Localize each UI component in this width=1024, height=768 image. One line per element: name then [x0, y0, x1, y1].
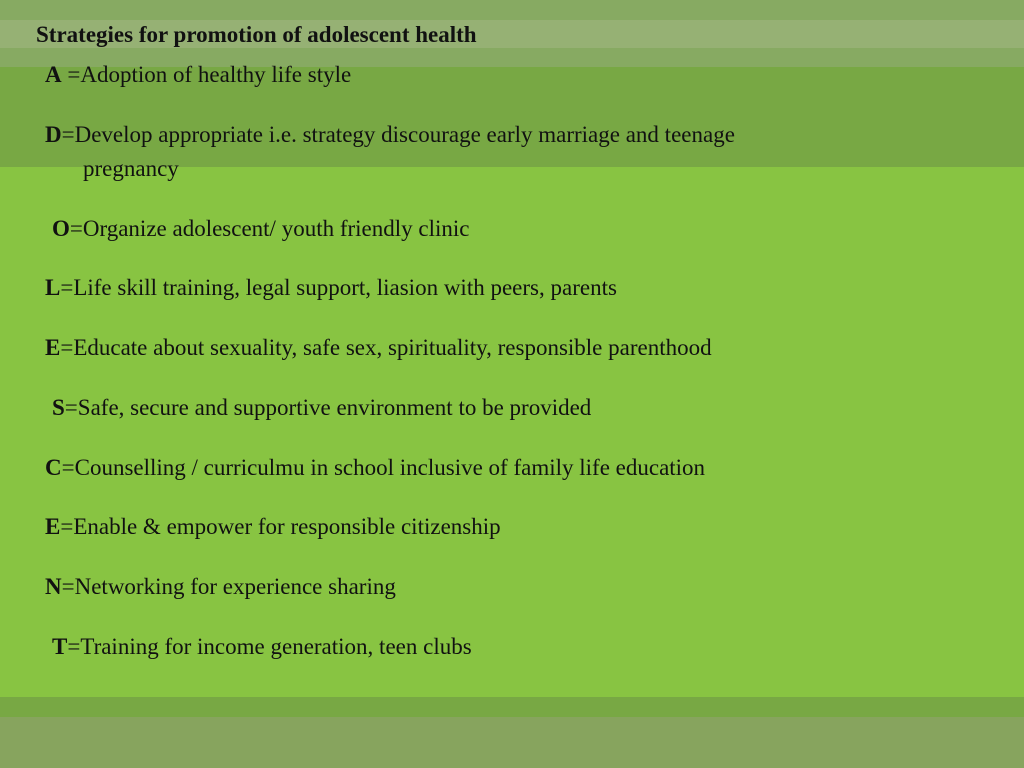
- item-letter: T: [52, 634, 68, 659]
- list-item-training: [52, 630, 472, 664]
- item-letter: S: [52, 395, 65, 420]
- list-item-enable: [45, 510, 501, 544]
- item-separator: =: [60, 514, 74, 539]
- item-separator: =: [61, 122, 75, 147]
- list-item-adoption: [45, 58, 351, 92]
- item-letter: E: [45, 335, 61, 360]
- list-item-safe: [52, 391, 591, 425]
- item-separator: =: [60, 335, 74, 360]
- item-text-continuation: pregnancy: [83, 156, 179, 181]
- item-text: Life skill training, legal support, liasion with peers, parents: [73, 275, 617, 300]
- item-text: Adoption of healthy life style: [80, 62, 352, 87]
- item-text: Networking for experience sharing: [74, 574, 396, 599]
- header-stripe-top: [0, 0, 1024, 20]
- item-letter: O: [52, 216, 70, 241]
- item-text: Counselling / curriculmu in school inclusive of family life education: [74, 455, 706, 480]
- slide-title: Strategies for promotion of adolescent health: [36, 22, 477, 47]
- list-item-develop: [45, 118, 735, 186]
- list-item-networking: [45, 570, 396, 604]
- item-text: Educate about sexuality, safe sex, spirituality, responsible parenthood: [73, 335, 712, 360]
- item-text: Develop appropriate i.e. strategy discourage early marriage and teenage: [74, 122, 735, 147]
- item-separator: =: [60, 275, 74, 300]
- footer-stripe: [0, 717, 1024, 768]
- list-item-counselling: [45, 451, 705, 485]
- item-separator: =: [64, 395, 78, 420]
- item-letter: N: [45, 574, 62, 599]
- item-text: Organize adolescent/ youth friendly clinic: [82, 216, 470, 241]
- item-separator: =: [61, 574, 75, 599]
- item-separator: =: [67, 634, 81, 659]
- footer-band: [0, 697, 1024, 717]
- item-letter: A: [45, 62, 62, 87]
- item-separator: =: [61, 62, 81, 87]
- item-letter: D: [45, 122, 62, 147]
- list-item-life-skill: [45, 271, 617, 305]
- item-letter: C: [45, 455, 62, 480]
- item-text: Safe, secure and supportive environment to be provided: [77, 395, 592, 420]
- item-separator: =: [69, 216, 83, 241]
- list-item-educate: [45, 331, 712, 365]
- item-letter: E: [45, 514, 61, 539]
- item-letter: L: [45, 275, 61, 300]
- item-text: Training for income generation, teen clubs: [80, 634, 472, 659]
- list-item-organize: [52, 212, 469, 246]
- item-text: Enable & empower for responsible citizenship: [73, 514, 501, 539]
- item-separator: =: [61, 455, 75, 480]
